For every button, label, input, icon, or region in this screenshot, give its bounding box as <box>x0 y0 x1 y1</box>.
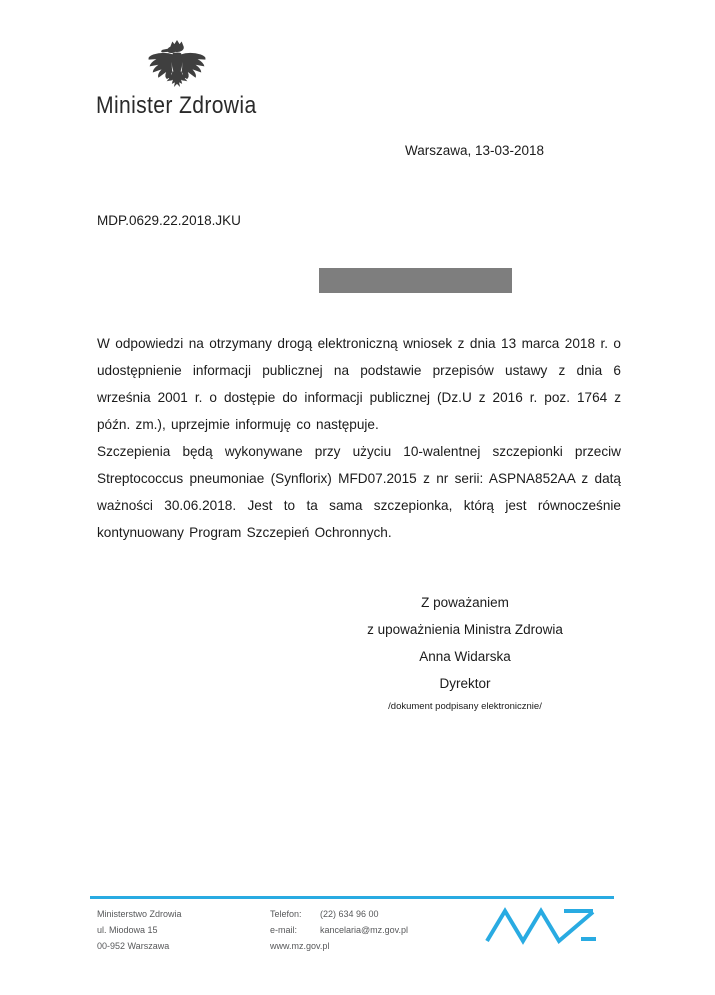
email-label: e-mail: <box>270 925 298 935</box>
redaction-box <box>319 268 512 293</box>
body-paragraph-1: W odpowiedzi na otrzymany drogą elektroniczną wniosek z dnia 13 marca 2018 r. o udostępnienie informacji publicznej na podstawie przepisów ustawy z dnia 6 września 2001 r. o dostępie do informacji publicznej (Dz.U z 2016 r. poz. 1764 z późn. zm.), uprzejmie informuję co następuje. <box>97 336 621 432</box>
city-date: Warszawa, 13-03-2018 <box>405 143 545 158</box>
polish-eagle-emblem <box>146 36 208 92</box>
footer-address-line: ul. Miodowa 15 <box>97 925 158 935</box>
signature-block <box>305 589 625 714</box>
footer-divider <box>90 896 614 899</box>
signature-name: Anna Widarska <box>419 649 511 664</box>
reference-number: MDP.0629.22.2018.JKU <box>97 213 241 228</box>
body-paragraph-2: Szczepienia będą wykonywane przy użyciu 10-walentnej szczepionki przeciw Streptococcus pneumoniae (Synflorix) MFD07.2015 z nr serii: ASPNA852AA z datą ważności 30.06.2018. Jest to ta sama szczepionka, którą jest równocześnie kontynuowany Program Szczepień Ochronnych. <box>97 444 621 540</box>
mz-logo-icon <box>483 904 601 946</box>
signature-title: Dyrektor <box>439 676 491 691</box>
email-address: kancelaria@mz.gov.pl <box>320 925 409 935</box>
electronic-signature-note: /dokument podpisany elektronicznie/ <box>388 701 542 712</box>
letter-body <box>97 330 621 546</box>
website-url: www.mz.gov.pl <box>270 941 330 951</box>
footer-contact <box>270 906 408 954</box>
footer-address <box>97 906 182 954</box>
phone-number: (22) 634 96 00 <box>320 909 379 919</box>
signature-closing: Z poważaniem <box>421 595 509 610</box>
page-title: Minister Zdrowia <box>96 92 257 119</box>
signature-authorization: z upoważnienia Ministra Zdrowia <box>367 622 563 637</box>
phone-label: Telefon: <box>270 909 302 919</box>
footer-address-line: Ministerstwo Zdrowia <box>97 909 182 919</box>
footer-address-line: 00-952 Warszawa <box>97 941 170 951</box>
